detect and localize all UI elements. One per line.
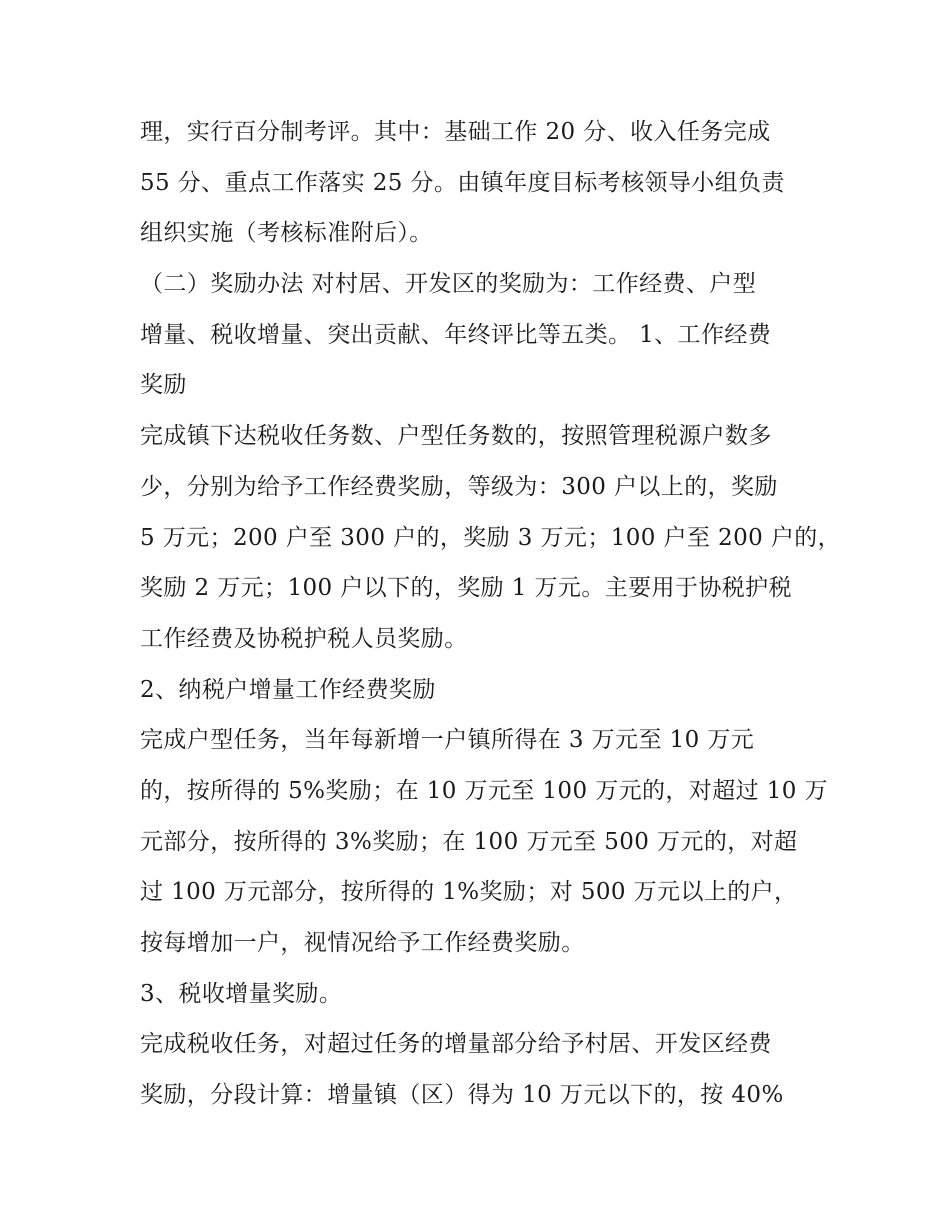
text-line: 5 万元；200 户至 300 户的，奖励 3 万元；100 户至 200 户的，	[140, 524, 842, 551]
text-line: 55 分、重点工作落实 25 分。由镇年度目标考核领导小组负责	[140, 169, 785, 196]
text-line: 的，按所得的 5%奖励；在 10 万元至 100 万元的，对超过 10 万	[140, 777, 828, 804]
section-heading-reward-methods: （二）奖励办法 对村居、开发区的奖励为：工作经费、户型	[140, 271, 757, 298]
text-line: 按每增加一户，视情况给予工作经费奖励。	[140, 930, 585, 956]
document-body	[140, 107, 840, 1121]
text-line: 工作经费及协税护税人员奖励。	[140, 625, 468, 652]
subsection-heading-tax-increment: 3、税收增量奖励。	[140, 980, 343, 1007]
text-line: 完成镇下达税收任务数、户型任务数的，按照管理税源户数多	[140, 423, 772, 450]
text-line: 元部分，按所得的 3%奖励；在 100 万元至 500 万元的，对超	[140, 828, 798, 855]
text-line: 奖励	[140, 372, 187, 399]
text-line: 奖励，分段计算：增量镇（区）得为 10 万元以下的，按 40%	[140, 1082, 784, 1109]
subsection-heading-taxpayer-increment: 2、纳税户增量工作经费奖励	[140, 676, 436, 703]
text-line: 完成户型任务，当年每新增一户镇所得在 3 万元至 10 万元	[140, 727, 755, 754]
text-line: 过 100 万元部分，按所得的 1%奖励；对 500 万元以上的户，	[140, 879, 798, 906]
text-line: 增量、税收增量、突出贡献、年终评比等五类。 1、工作经费	[140, 321, 772, 348]
text-line: 完成税收任务，对超过任务的增量部分给予村居、开发区经费	[140, 1031, 772, 1058]
text-line: 少，分别为给予工作经费奖励，等级为：300 户以上的，奖励	[140, 473, 778, 500]
text-line: 奖励 2 万元；100 户以下的，奖励 1 万元。主要用于协税护税	[140, 575, 792, 602]
text-line: 理，实行百分制考评。其中：基础工作 20 分、收入任务完成	[140, 119, 771, 145]
text-line: 组织实施（考核标准附后）。	[140, 220, 433, 247]
